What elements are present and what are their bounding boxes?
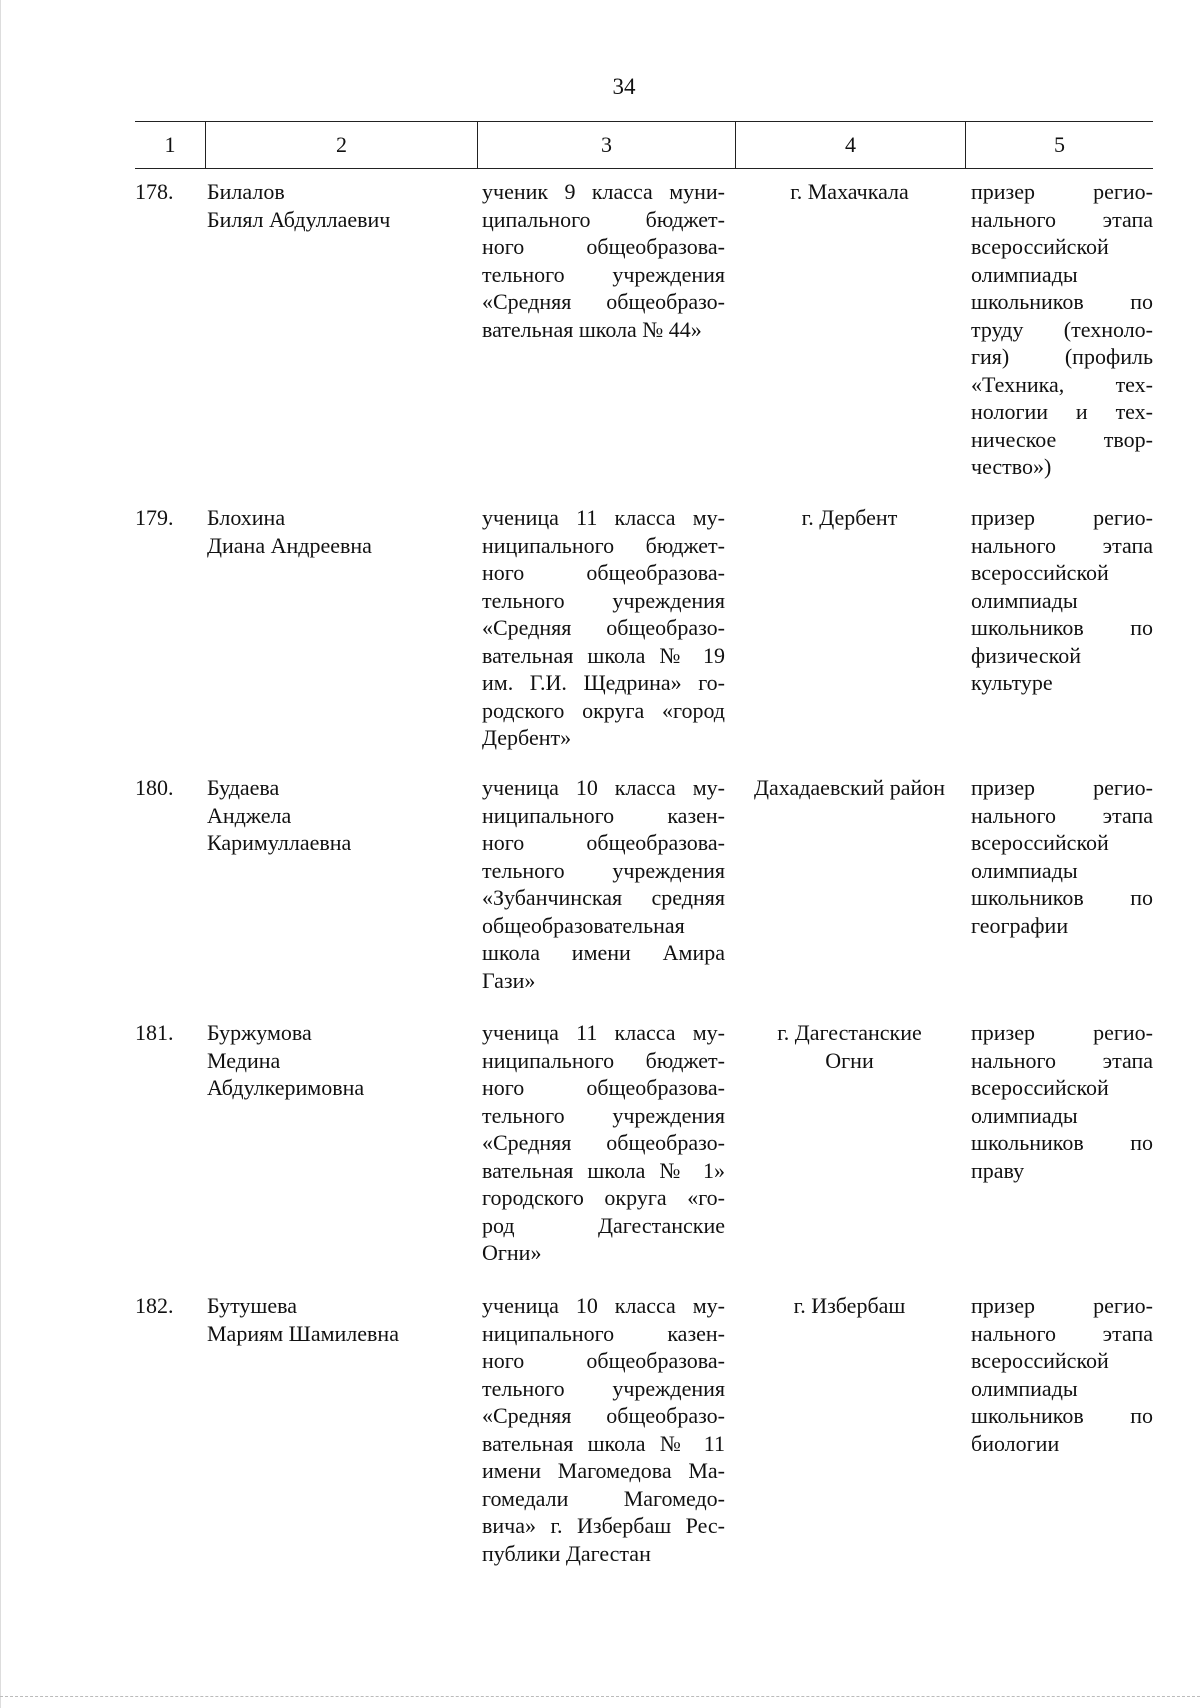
row-number: 179. <box>135 505 174 530</box>
award-status <box>971 504 1153 697</box>
school-description-line: тельного учреждения <box>482 261 725 287</box>
school-description-line: публики Дагестан <box>482 1540 651 1566</box>
person-name <box>207 178 467 233</box>
award-status-line: географии <box>971 912 1069 938</box>
school-description-line: ниципального бюджет- <box>482 1047 725 1073</box>
school-description-line: Дербент» <box>482 725 572 750</box>
school-description-line: вательная школа № 44» <box>482 316 702 342</box>
row-number: 180. <box>135 775 174 800</box>
person-name <box>207 504 467 559</box>
award-status-line: нального этапа <box>971 1320 1153 1346</box>
page-bottom-edge <box>0 1696 1200 1697</box>
award-status <box>971 1019 1153 1184</box>
school-description-line: вательная школа № 11 <box>482 1430 725 1456</box>
award-status-line: праву <box>971 1157 1025 1183</box>
person-name-line: Буржумова <box>207 1020 312 1045</box>
school-description-line: вича» г. Избербаш Рес- <box>482 1513 725 1538</box>
school-description-line: тельного учреждения <box>482 587 725 613</box>
table-header <box>135 121 1153 169</box>
school-description-line: ного общеобразова- <box>482 830 725 855</box>
person-name-line: Медина <box>207 1047 281 1073</box>
award-status-line: нального этапа <box>971 532 1153 558</box>
school-description-line: вательная школа № 19 <box>482 642 725 668</box>
school-description-line: «Средняя общеобразо- <box>482 289 725 314</box>
award-status-line: нологии и тех- <box>971 399 1153 424</box>
award-status-line: олимпиады <box>971 857 1078 883</box>
scan-left-edge <box>0 0 1 1708</box>
award-status-line: олимпиады <box>971 1102 1078 1128</box>
locality-line: г. Избербаш <box>793 1293 906 1318</box>
award-status-line: ническое твор- <box>971 426 1153 452</box>
award-status-line: призер регио- <box>971 179 1153 204</box>
school-description-line: родского округа «город <box>482 697 725 723</box>
header-col-1: 1 <box>135 122 206 168</box>
school-description-line: имени Магомедова Ма- <box>482 1458 725 1483</box>
person-name-line: Бутушева <box>207 1293 297 1318</box>
award-status-line: всероссийской <box>971 830 1109 855</box>
school-description <box>482 504 725 752</box>
school-description-line: ниципального бюджет- <box>482 532 725 558</box>
locality-line: г. Дагестанские <box>777 1020 922 1045</box>
award-status-line: чество») <box>971 454 1052 479</box>
school-description <box>482 1292 725 1567</box>
school-description-line: Гази» <box>482 967 536 993</box>
person-name-line: Диана Андреевна <box>207 532 372 558</box>
locality <box>737 1292 962 1320</box>
award-status-line: гия) (профиль <box>971 344 1153 369</box>
locality <box>737 178 962 206</box>
school-description-line: ного общеобразова- <box>482 1348 725 1373</box>
school-description-line: «Средняя общеобразо- <box>482 1403 725 1428</box>
award-status-line: всероссийской <box>971 1075 1109 1100</box>
school-description-line: ученица 10 класса му- <box>482 775 725 800</box>
locality <box>737 504 962 532</box>
award-status-line: призер регио- <box>971 1020 1153 1045</box>
person-name <box>207 774 467 857</box>
school-description-line: ученик 9 класса муни- <box>482 179 725 204</box>
header-col-3: 3 <box>478 122 736 168</box>
award-status-line: нального этапа <box>971 802 1153 828</box>
person-name-line: Билял Абдуллаевич <box>207 206 391 232</box>
award-status-line: всероссийской <box>971 560 1109 585</box>
school-description <box>482 774 725 994</box>
person-name-line: Блохина <box>207 505 286 530</box>
award-status-line: школьников по <box>971 1130 1153 1155</box>
person-name <box>207 1292 467 1347</box>
award-status-line: всероссийской <box>971 234 1109 259</box>
school-description-line: гомедали Магомедо- <box>482 1485 725 1511</box>
school-description-line: школа имени Амира <box>482 940 725 965</box>
school-description-line: тельного учреждения <box>482 1102 725 1128</box>
school-description <box>482 178 725 343</box>
locality-line: г. Дербент <box>801 505 898 530</box>
school-description-line: вательная школа № 1» <box>482 1157 725 1183</box>
award-status-line: школьников по <box>971 289 1153 314</box>
award-status-line: нального этапа <box>971 1047 1153 1073</box>
locality-line: Огни <box>825 1047 874 1073</box>
school-description-line: общеобразовательная <box>482 912 685 938</box>
award-status-line: физической <box>971 642 1081 668</box>
award-status-line: биологии <box>971 1430 1060 1456</box>
school-description-line: род Дагестанские <box>482 1212 725 1238</box>
school-description-line: ученица 11 класса му- <box>482 1020 725 1045</box>
award-status-line: олимпиады <box>971 1375 1078 1401</box>
school-description-line: ученица 10 класса му- <box>482 1293 725 1318</box>
school-description-line: «Зубанчинская средняя <box>482 885 725 910</box>
person-name-line: Будаева <box>207 775 280 800</box>
award-status-line: призер регио- <box>971 775 1153 800</box>
award-status <box>971 1292 1153 1457</box>
award-status-line: труду (техноло- <box>971 316 1153 342</box>
person-name-line: Анджела <box>207 802 292 828</box>
school-description-line: городского округа «го- <box>482 1185 725 1210</box>
row-number: 181. <box>135 1020 174 1045</box>
school-description-line: ципального бюджет- <box>482 206 725 232</box>
school-description-line: «Средняя общеобразо- <box>482 615 725 640</box>
school-description-line: «Средняя общеобразо- <box>482 1130 725 1155</box>
person-name-line: Каримуллаевна <box>207 830 352 855</box>
person-name-line: Абдулкеримовна <box>207 1075 365 1100</box>
awardees-table <box>135 121 1153 1566</box>
award-status-line: школьников по <box>971 615 1153 640</box>
school-description-line: ученица 11 класса му- <box>482 505 725 530</box>
school-description <box>482 1019 725 1267</box>
person-name-line: Билалов <box>207 179 285 204</box>
award-status <box>971 178 1153 481</box>
school-description-line: ного общеобразова- <box>482 1075 725 1100</box>
person-name <box>207 1019 467 1102</box>
school-description-line: ниципального казен- <box>482 802 725 828</box>
award-status-line: олимпиады <box>971 587 1078 613</box>
page-number: 34 <box>612 74 636 99</box>
header-col-2: 2 <box>206 122 478 168</box>
school-description-line: тельного учреждения <box>482 1375 725 1401</box>
award-status-line: всероссийской <box>971 1348 1109 1373</box>
header-col-4: 4 <box>736 122 966 168</box>
row-number: 178. <box>135 179 174 204</box>
award-status-line: нального этапа <box>971 206 1153 232</box>
person-name-line: Мариям Шамилевна <box>207 1320 399 1346</box>
locality-line: Дахадаевский район <box>753 775 946 800</box>
school-description-line: им. Г.И. Щедрина» го- <box>482 670 725 695</box>
award-status-line: школьников по <box>971 1403 1153 1428</box>
award-status-line: культуре <box>971 670 1053 695</box>
row-number: 182. <box>135 1293 174 1318</box>
award-status-line: олимпиады <box>971 261 1078 287</box>
award-status-line: призер регио- <box>971 1293 1153 1318</box>
award-status-line: «Техника, тех- <box>971 371 1153 397</box>
locality-line: г. Махачкала <box>790 179 909 204</box>
locality <box>737 1019 962 1074</box>
school-description-line: ниципального казен- <box>482 1320 725 1346</box>
school-description-line: ного общеобразова- <box>482 234 725 259</box>
header-col-5: 5 <box>1054 132 1065 157</box>
award-status <box>971 774 1153 939</box>
school-description-line: Огни» <box>482 1240 542 1265</box>
locality <box>737 774 962 802</box>
award-status-line: школьников по <box>971 885 1153 910</box>
award-status-line: призер регио- <box>971 505 1153 530</box>
school-description-line: тельного учреждения <box>482 857 725 883</box>
school-description-line: ного общеобразова- <box>482 560 725 585</box>
